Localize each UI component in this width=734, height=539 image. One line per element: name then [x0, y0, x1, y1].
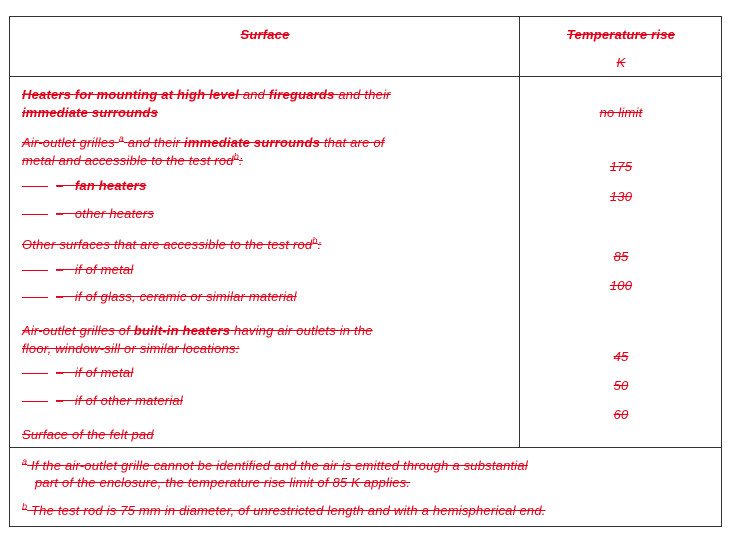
grilles-their-text: and their [127, 135, 181, 150]
item-if-metal [22, 262, 133, 277]
dash-glyph: – [56, 206, 64, 221]
dash-glyph: – [56, 365, 64, 380]
dash-glyph: – [56, 262, 64, 277]
value-50: 50 [613, 378, 629, 393]
row-heaters-line2: immediate surrounds [22, 105, 158, 120]
footnote-divider [10, 447, 721, 448]
value-85: 85 [613, 249, 629, 264]
header-surface: Surface [240, 27, 290, 42]
requirements-table [9, 16, 722, 527]
heaters-their-text: and their [338, 87, 391, 102]
row-grilles-line1 [22, 135, 385, 150]
header-unit: K [616, 55, 626, 70]
value-130: 130 [609, 189, 633, 204]
footnote-a-text: If the air-outlet grille cannot be identified and the air is emitted through a substantial [31, 458, 528, 473]
dash-glyph: – [56, 289, 64, 304]
grilles-of-text: that are of [323, 135, 385, 150]
item-if-other [22, 393, 183, 408]
row-other-surfaces [22, 237, 321, 252]
row-grilles-line2 [22, 153, 243, 168]
immediate-surrounds-bold-text: immediate surrounds [184, 135, 321, 150]
item-fan-heaters [22, 178, 146, 193]
heaters-and-text: and [242, 87, 266, 102]
footnote-mark-a: a [22, 456, 28, 467]
header-temperature-rise: Temperature rise [566, 27, 676, 42]
item-if-glass [22, 289, 297, 304]
indent-rule [22, 401, 48, 402]
other-surfaces-colon: : [317, 237, 322, 252]
value-45: 45 [613, 349, 629, 364]
if-metal-text: if of metal [74, 262, 134, 277]
footnote-ref-a: a [118, 133, 124, 144]
footnote-b [22, 503, 546, 518]
built-in-heaters-bold-text: built-in heaters [133, 323, 231, 338]
other-surfaces-text: Other surfaces that are accessible to the test rod [22, 237, 313, 252]
footnote-a-line1 [22, 458, 528, 473]
row-heaters-line1 [22, 87, 391, 102]
header-divider [10, 76, 721, 77]
indent-rule [22, 214, 48, 215]
row-builtin-line1 [22, 323, 373, 338]
builtin-prefix-text: Air-outlet grilles of [22, 323, 131, 338]
dash-glyph: – [56, 393, 64, 408]
footnote-ref-b: b [312, 235, 318, 246]
footnote-mark-b: b [22, 501, 28, 512]
value-100: 100 [609, 278, 633, 293]
builtin-suffix-text: having air outlets in the [234, 323, 373, 338]
footnote-b-text: The test rod is 75 mm in diameter, of unrestricted length and with a hemispherical end. [31, 503, 546, 518]
value-60: 60 [613, 407, 629, 422]
if-glass-text: if of glass, ceramic or similar material [74, 289, 297, 304]
fireguards-bold-text: fireguards [268, 87, 335, 102]
column-divider [519, 17, 520, 447]
indent-rule [22, 186, 48, 187]
dash-glyph: – [56, 178, 64, 193]
if-metal-text: if of metal [74, 365, 134, 380]
row-felt-pad: Surface of the felt pad [22, 427, 154, 442]
grilles-text: Air-outlet grilles [22, 135, 115, 150]
footnote-ref-b: b [233, 151, 239, 162]
item-if-metal-2 [22, 365, 133, 380]
grilles-metal-text: metal and accessible to the test rod [22, 153, 234, 168]
indent-rule [22, 297, 48, 298]
indent-rule [22, 373, 48, 374]
if-other-text: if of other material [74, 393, 183, 408]
value-no-limit: no limit [599, 105, 643, 120]
row-builtin-line2: floor, window-sill or similar locations: [22, 341, 240, 356]
grilles-colon: : [238, 153, 243, 168]
indent-rule [22, 270, 48, 271]
other-heaters-text: other heaters [74, 206, 155, 221]
heaters-bold-text: Heaters for mounting at high level [22, 87, 239, 102]
fan-heaters-text: fan heaters [74, 178, 147, 193]
footnote-a-line2: part of the enclosure, the temperature rise limit of 85 K applies. [35, 475, 411, 490]
value-175: 175 [609, 159, 633, 174]
item-other-heaters [22, 206, 154, 221]
